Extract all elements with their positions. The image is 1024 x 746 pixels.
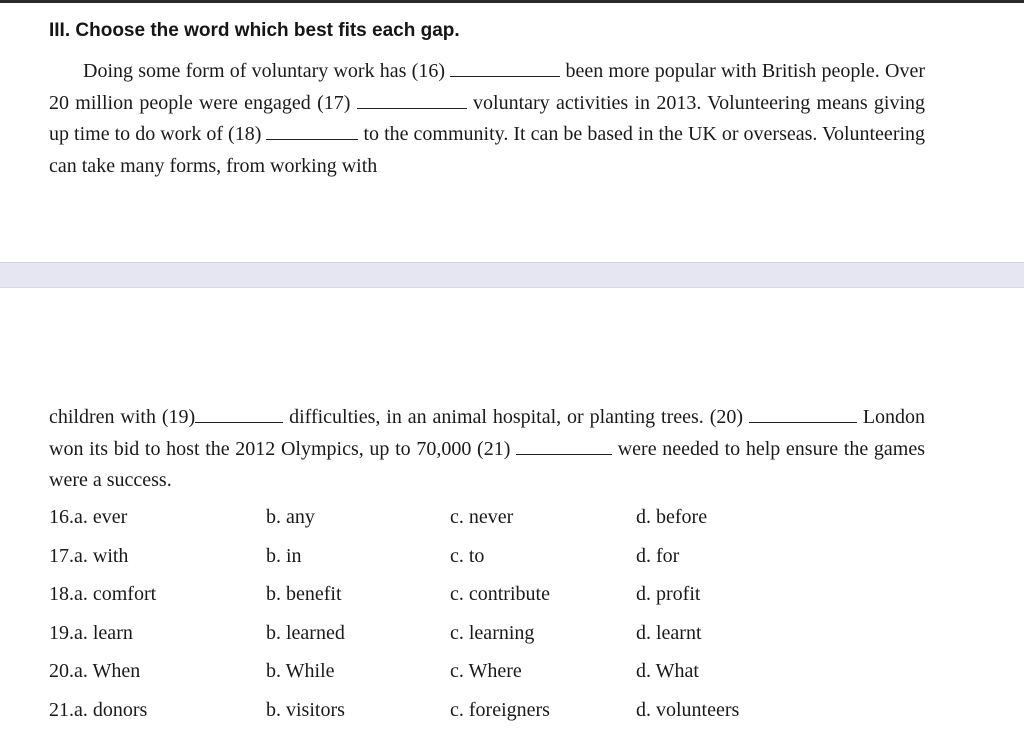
top-border-line: [0, 0, 1024, 3]
answer-options-table: [49, 506, 989, 737]
gap-16[interactable]: [450, 58, 560, 77]
passage-text: were needed to help ensure the games were a success.: [49, 437, 926, 491]
question-row-21: [49, 699, 989, 738]
gap-18[interactable]: [266, 121, 358, 140]
option-c[interactable]: c. to: [450, 544, 485, 567]
passage-text: London won its bid to host the 2012 Olympics, up to 70,000 (21): [49, 406, 926, 460]
option-a[interactable]: 16.a. ever: [49, 506, 128, 528]
gap-20[interactable]: [749, 404, 857, 423]
question-row-20: [49, 660, 989, 699]
option-d[interactable]: d. before: [636, 506, 708, 528]
option-c[interactable]: c. foreigners: [450, 698, 550, 721]
option-d[interactable]: d. profit: [636, 583, 701, 605]
option-d[interactable]: d. What: [636, 660, 699, 682]
option-d[interactable]: d. volunteers: [636, 698, 740, 721]
gap-19[interactable]: [195, 404, 283, 423]
option-c[interactable]: c. never: [450, 506, 514, 528]
option-a[interactable]: 19.a. learn: [49, 621, 133, 644]
passage-text: Doing some form of voluntary work has (16): [83, 60, 446, 82]
option-a[interactable]: 20.a. When: [49, 660, 141, 682]
option-a[interactable]: 18.a. comfort: [49, 583, 157, 605]
page-break-band: [0, 262, 1024, 288]
option-b[interactable]: b. learned: [266, 621, 345, 644]
question-row-18: [49, 583, 989, 622]
passage-text: children with (19): [49, 406, 196, 428]
passage-text: been more popular with British people. Over 20 million people were engaged (17): [49, 60, 925, 114]
gap-17[interactable]: [357, 90, 467, 109]
option-d[interactable]: d. for: [636, 544, 680, 567]
option-b[interactable]: b. any: [266, 506, 315, 528]
option-b[interactable]: b. visitors: [266, 698, 345, 721]
question-row-19: [49, 622, 989, 661]
gap-21[interactable]: [516, 436, 612, 455]
option-c[interactable]: c. Where: [450, 660, 522, 682]
passage-text: voluntary activities in 2013. Volunteering means giving up time to do work of (18): [49, 91, 926, 145]
passage-part-1: [49, 56, 925, 182]
option-a[interactable]: 17.a. with: [49, 544, 129, 567]
passage-text: to the community. It can be based in the UK or overseas. Volunteering can take many forms, from working with: [49, 123, 926, 177]
option-c[interactable]: c. learning: [450, 621, 535, 644]
passage-text: difficulties, in an animal hospital, or planting trees. (20): [289, 406, 744, 428]
question-row-16: [49, 506, 989, 545]
option-a[interactable]: 21.a. donors: [49, 698, 148, 721]
option-b[interactable]: b. in: [266, 544, 302, 567]
option-c[interactable]: c. contribute: [450, 583, 550, 605]
option-b[interactable]: b. benefit: [266, 583, 342, 605]
question-row-17: [49, 545, 989, 584]
passage-part-2: [49, 402, 925, 497]
cropped-next-line: [49, 738, 949, 746]
option-b[interactable]: b. While: [266, 660, 335, 682]
exercise-heading: III. Choose the word which best fits each gap.: [49, 20, 460, 41]
option-d[interactable]: d. learnt: [636, 621, 702, 644]
